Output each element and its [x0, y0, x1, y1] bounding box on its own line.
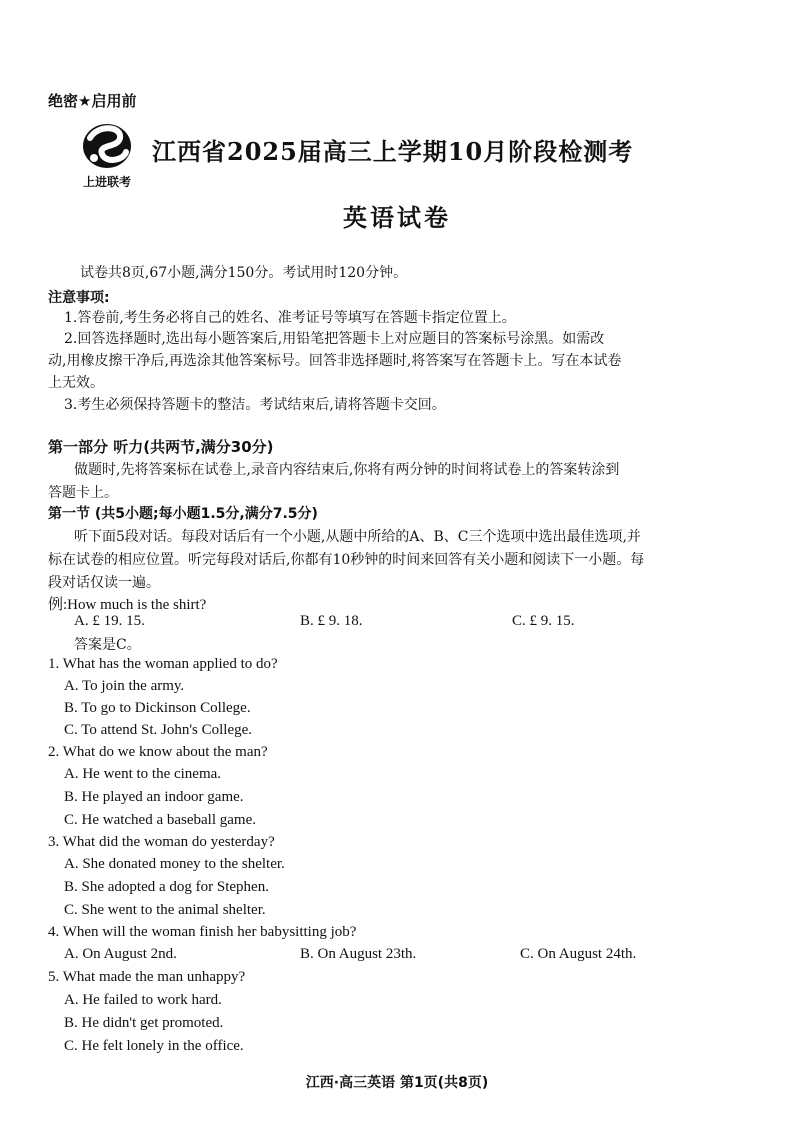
question-5-stem: 5. What made the man unhappy?	[48, 969, 246, 985]
intro-text: 试卷共8页,67小题,满分150分。考试用时120分钟。	[80, 265, 408, 281]
secret-label: 绝密★启用前	[48, 92, 137, 110]
note-2-line-2: 动,用橡皮擦干净后,再选涂其他答案标号。回答非选择题时,将答案写在答题卡上。写在本试卷	[48, 353, 622, 369]
question-4-option-c: C. On August 24th.	[520, 946, 637, 962]
note-2-line-3: 上无效。	[48, 375, 104, 391]
part1-heading: 第一部分 听力(共两节,满分30分)	[48, 438, 274, 456]
example-answer: 答案是C。	[74, 637, 141, 653]
note-1: 1.答卷前,考生务必将自己的姓名、准考证号等填写在答题卡指定位置上。	[64, 310, 516, 326]
question-5-option-a: A. He failed to work hard.	[64, 992, 222, 1008]
section1-desc-line-3: 段对话仅读一遍。	[48, 575, 160, 591]
logo	[72, 118, 142, 188]
section1-desc-line-1: 听下面5段对话。每段对话后有一个小题,从题中所给的A、B、C三个选项中选出最佳选项,并	[74, 529, 641, 545]
notes-heading: 注意事项:	[48, 290, 110, 306]
note-3: 3.考生必须保持答题卡的整洁。考试结束后,请将答题卡交回。	[64, 397, 446, 413]
page-footer: 江西·高三英语 第1页(共8页)	[305, 1075, 489, 1091]
question-4-stem: 4. When will the woman finish her babysitting job?	[48, 924, 357, 940]
question-4-option-a: A. On August 2nd.	[64, 946, 177, 962]
exam-title: 江西省2025届高三上学期10月阶段检测考	[152, 137, 634, 166]
example-option-b: B. £ 9. 18.	[300, 613, 363, 629]
exam-subtitle: 英语试卷	[343, 204, 451, 232]
question-2-option-c: C. He watched a baseball game.	[64, 812, 257, 828]
example-question: 例:How much is the shirt?	[48, 597, 207, 613]
question-3-option-a: A. She donated money to the shelter.	[64, 856, 285, 872]
example-option-a: A. £ 19. 15.	[74, 613, 145, 629]
question-3-stem: 3. What did the woman do yesterday?	[48, 834, 275, 850]
question-3-option-c: C. She went to the animal shelter.	[64, 902, 266, 918]
note-2-line-1: 2.回答选择题时,选出每小题答案后,用铅笔把答题卡上对应题目的答案标号涂黑。如需改	[64, 331, 605, 347]
question-2-option-b: B. He played an indoor game.	[64, 789, 244, 805]
question-1-option-a: A. To join the army.	[64, 678, 185, 694]
section1-desc-line-2: 标在试卷的相应位置。听完每段对话后,你都有10秒钟的时间来回答有关小题和阅读下一小题。每	[48, 552, 645, 568]
part1-desc-line-2: 答题卡上。	[48, 485, 118, 501]
question-2-stem: 2. What do we know about the man?	[48, 744, 268, 760]
question-1-stem: 1. What has the woman applied to do?	[48, 656, 278, 672]
logo-swirl-icon	[72, 118, 142, 174]
question-1-option-b: B. To go to Dickinson College.	[64, 700, 251, 716]
question-3-option-b: B. She adopted a dog for Stephen.	[64, 879, 269, 895]
question-5-option-b: B. He didn't get promoted.	[64, 1015, 224, 1031]
logo-text: 上进联考	[82, 175, 131, 189]
question-1-option-c: C. To attend St. John's College.	[64, 722, 253, 738]
section1-heading: 第一节 (共5小题;每小题1.5分,满分7.5分)	[48, 506, 318, 522]
question-4-option-b: B. On August 23th.	[300, 946, 417, 962]
part1-desc-line-1: 做题时,先将答案标在试卷上,录音内容结束后,你将有两分钟的时间将试卷上的答案转涂到	[74, 462, 620, 478]
question-2-option-a: A. He went to the cinema.	[64, 766, 222, 782]
example-option-c: C. £ 9. 15.	[512, 613, 575, 629]
question-5-option-c: C. He felt lonely in the office.	[64, 1038, 244, 1054]
